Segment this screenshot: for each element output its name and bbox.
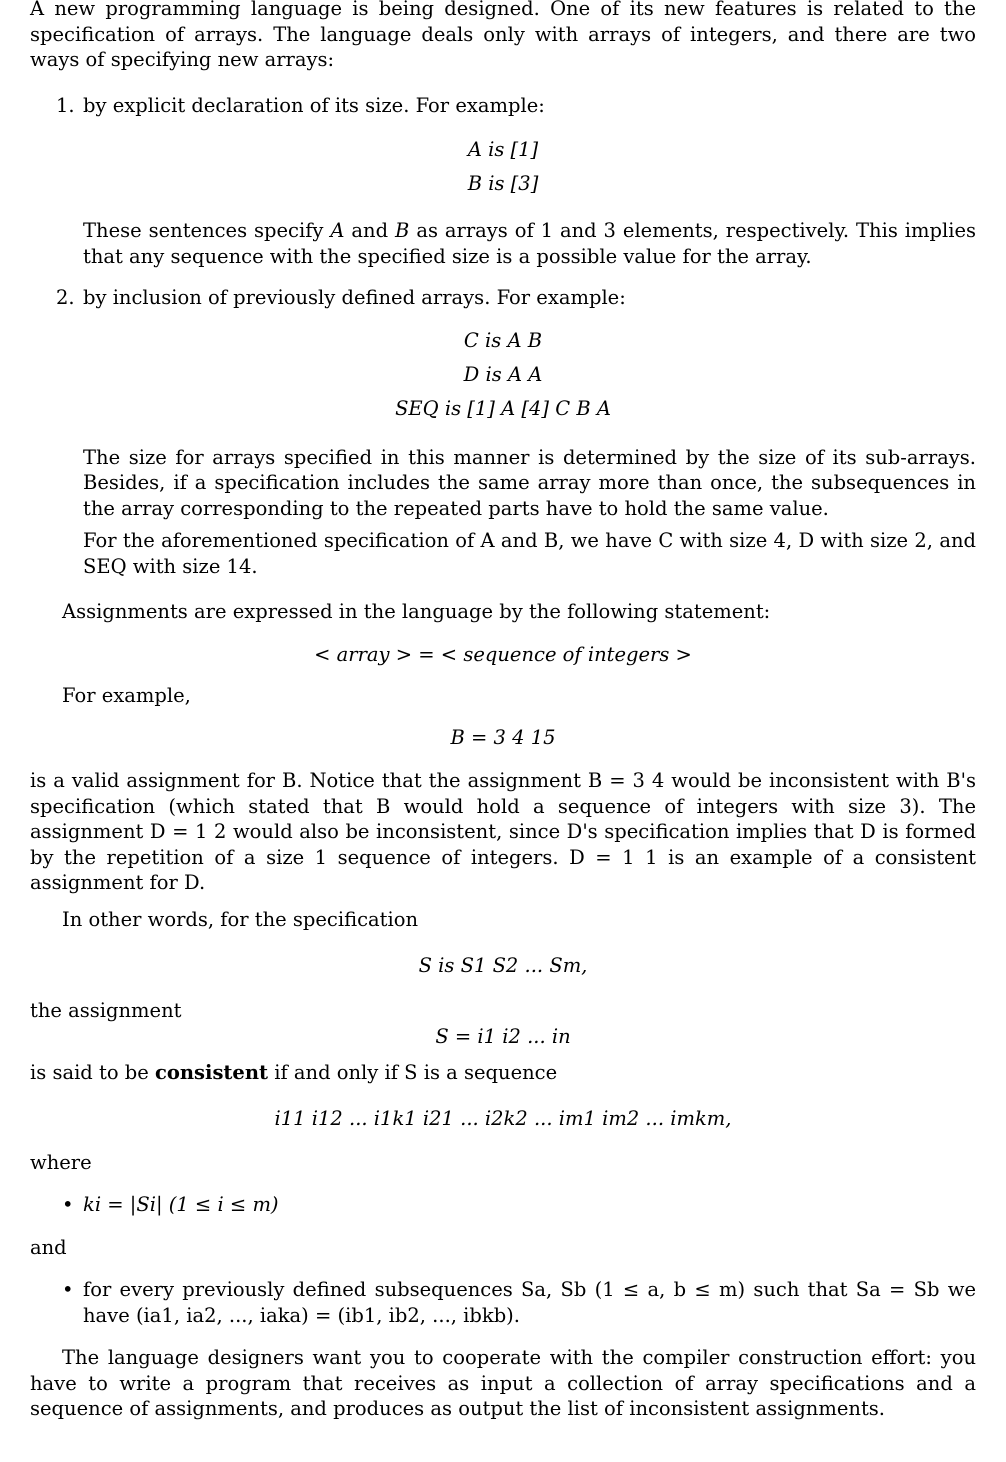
display-inclusions [30, 324, 976, 426]
display-line: C is A B [463, 328, 543, 352]
bullet-icon: • [62, 1193, 74, 1216]
where: where [30, 1150, 92, 1174]
display-line: SEQ is [1] A [4] C B A [395, 396, 611, 420]
list-number: 2. [56, 286, 75, 309]
and: and [30, 1235, 67, 1259]
example-assignment: B = 3 4 15 [450, 725, 556, 749]
sizes-note: For the aforementioned specification of A and B, we have C with size 4, D with size 2, and SEQ with size 14. [83, 529, 976, 578]
inclusion-note: The size for arrays specified in this manner is determined by the size of its sub-arrays. Besides, if a specification includes the same array more than once, the subsequences in the array corresponding to the repeated parts have to hold the same value. [83, 445, 976, 520]
display-line: D is A A [463, 362, 543, 386]
list-item-text: by explicit declaration of its size. For example: [83, 93, 545, 117]
display-line: A is [1] [467, 138, 539, 161]
assignment-syntax: < array > = < sequence of integers > [314, 642, 692, 666]
bullet-size-condition: • ki = |Si| (1 ≤ i ≤ m) [62, 1193, 279, 1216]
list-item-inclusion [30, 285, 976, 311]
bullet-icon: • [62, 1278, 74, 1301]
consistency-paragraph: is a valid assignment for B. Notice that the assignment B = 3 4 would be inconsistent with B's specification (which stated that B would hold a sequence of integers with size 3). The assignment D = 1 2 would also be inconsistent, since D's specification implies that D is formed by the repetition of a size 1 sequence of integers. D = 1 1 is an example of a consistent assignment for D. [30, 769, 976, 894]
in-other-words: In other words, for the specification [62, 907, 419, 931]
problem-statement [30, 0, 976, 1422]
display-declarations [30, 133, 976, 201]
intro-paragraph: A new programming language is being designed. One of its new features is related to the specification of arrays. The language deals only with arrays of integers, and there are two ways of specifying new arrays: [30, 0, 976, 71]
explicit-size-note: These sentences specify A and B as arrays of 1 and 3 elements, respectively. This implies that any sequence with the specified size is a possible value for the array. [83, 219, 976, 268]
list-number: 1. [56, 93, 75, 117]
display-line: B is [3] [467, 172, 539, 195]
bullet-equality-condition: • for every previously defined subsequences Sa, Sb (1 ≤ a, b ≤ m) such that Sa = Sb we have (ia1, ia2, ..., iaka) = (ib1, ib2, ..., ibkb). [62, 1278, 976, 1327]
for-example: For example, [62, 684, 191, 707]
list-item-explicit-size [30, 93, 976, 119]
list-item-text: by inclusion of previously defined arrays. For example: [83, 286, 626, 309]
assignment-intro: Assignments are expressed in the language by the following statement: [62, 600, 771, 623]
consistent-definition: is said to be consistent if and only if S is a sequence [30, 1060, 558, 1084]
closing-paragraph: The language designers want you to cooperate with the compiler construction effort: you have to write a program that receives as input a collection of array specifications and a sequence of assignments, and produces as output the list of inconsistent assignments. [30, 1346, 976, 1420]
spec-formula: S is S1 S2 ... Sm, [418, 954, 588, 977]
sequence-formula: i11 i12 ... i1k1 i21 ... i2k2 ... im1 im2 ... imkm, [274, 1107, 732, 1130]
assignment-formula: S = i1 i2 ... in [435, 1025, 571, 1048]
the-assignment: the assignment [30, 998, 182, 1022]
